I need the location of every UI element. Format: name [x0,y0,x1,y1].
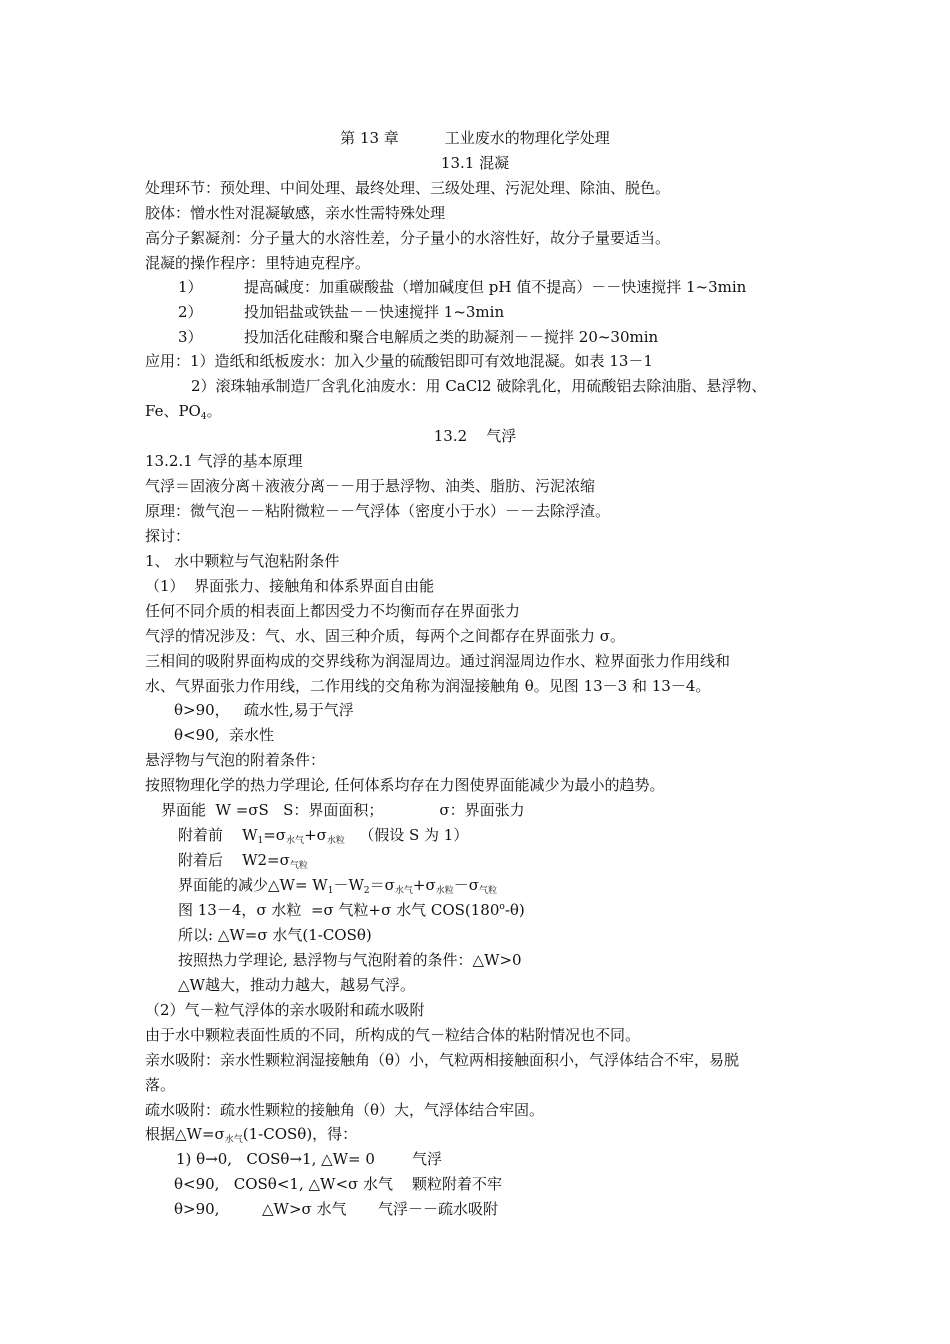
step-text: 提高碱度：加重碳酸盐（增加碱度但 pH 值不提高）－－快速搅拌 1~3min [244,278,747,296]
paragraph: 按照物理化学的热力学理论, 任何体系均存在力图使界面能减少为最小的趋势。 [145,776,665,794]
text: ＝σ [369,876,395,894]
step-number: 3） [178,328,203,346]
condition-line [174,1199,498,1219]
equation-line [145,1124,357,1147]
application-line: 应用：1）造纸和纸板废水：加入少量的硫酸铝即可有效地混凝。如表 13－1 [145,352,653,370]
text: －W [333,876,364,894]
subscript: 水粒 [435,886,454,896]
subscript: 1 [257,836,264,846]
equation-line [178,825,468,848]
step-text: 投加活化硅酸和聚合电解质之类的助凝剂－－搅拌 20~30min [244,328,659,346]
paragraph: 胶体：憎水性对混凝敏感，亲水性需特殊处理 [145,204,446,222]
text: 界面能的减少△W= W [178,876,328,894]
text: θ<90, COSθ<1, △W<σ 水气 [174,1175,394,1193]
subscript: 水气 [394,886,413,896]
paragraph: 1、 水中颗粒与气泡粘附条件 [145,552,340,570]
text: 图 13－4，σ 水粒 =σ 气粒+σ 水气 COS(180 [178,901,500,919]
text: (1-COSθ)，得： [242,1125,358,1143]
condition-line [174,1174,502,1194]
step-item [178,327,658,347]
subscript: 4 [200,412,207,422]
paragraph: 气浮＝固液分离＋液液分离－－用于悬浮物、油类、脂肪、污泥浓缩 [145,477,596,495]
text: σ：界面张力 [439,801,525,819]
paragraph: 处理环节：预处理、中间处理、最终处理、三级处理、污泥处理、除油、脱色。 [145,179,671,197]
paragraph: 探讨： [145,527,191,545]
condition-line [176,1149,442,1169]
equation-line: 按照热力学理论, 悬浮物与气泡附着的条件：△W>0 [178,951,522,969]
subscript: 气粒 [289,861,308,871]
text: 。 [206,402,222,420]
paragraph: （2）气－粒气浮体的亲水吸附和疏水吸附 [145,1001,425,1019]
text: θ>90, [174,1200,220,1218]
paragraph: 亲水吸附：亲水性颗粒润湿接触角（θ）小，气粒两相接触面积小，气浮体结合不牢，易脱 [145,1051,740,1069]
subscript: 气粒 [478,886,497,896]
step-number: 2） [178,303,203,321]
section-heading-13-2: 13.2 气浮 [433,427,517,445]
equation-line [178,875,497,898]
text: Fe、PO [145,402,201,420]
equation-line: 所以: △W=σ 水气(1-COSθ) [178,926,372,944]
paragraph: 气浮的情况涉及：气、水、固三种介质，每两个之间都存在界面张力 σ。 [145,627,626,645]
application-line: 2）滚珠轴承制造厂含乳化油废水：用 CaCl2 破除乳化，用硫酸铝去除油脂、悬浮物、 [191,377,767,395]
paragraph: 三相间的吸附界面构成的交界线称为润湿周边。通过润湿周边作水、粒界面张力作用线和 [145,652,731,670]
text: 1) θ→0, COSθ→1, △W= 0 [176,1150,375,1168]
paragraph: 悬浮物与气泡的附着条件： [145,751,326,769]
paragraph: 由于水中颗粒表面性质的不同，所构成的气－粒结合体的粘附情况也不同。 [145,1026,641,1044]
text: 气浮－－疏水吸附 [378,1200,499,1218]
text: 根据△W=σ [145,1125,225,1143]
paragraph: 任何不同介质的相表面上都因受力不均衡而存在界面张力 [145,602,521,620]
paragraph: 混凝的操作程序：里特迪克程序。 [145,254,371,272]
chapter-name: 工业废水的物理化学处理 [444,129,610,147]
subscript: 2 [363,886,370,896]
degree-superscript: o [499,902,505,912]
text: =σ [263,826,287,844]
text: 气浮 [412,1150,443,1168]
step-text: 投加铝盐或铁盐－－快速搅拌 1~3min [244,303,505,321]
subscript: 水粒 [326,836,345,846]
equation-line [161,800,525,820]
chapter-title [0,128,950,148]
paragraph: 高分子絮凝剂：分子量大的水溶性差，分子量小的水溶性好，故分子量要适当。 [145,229,671,247]
subscript: 1 [327,886,334,896]
paragraph: 疏水吸附：疏水性颗粒的接触角（θ）大，气浮体结合牢固。 [145,1101,545,1119]
equation-line: △W越大，推动力越大，越易气浮。 [178,976,415,994]
text: △W>σ 水气 [262,1200,347,1218]
paragraph: （1） 界面张力、接触角和体系界面自由能 [145,577,435,595]
text: －σ [453,876,479,894]
text: （假设 S 为 1） [344,826,469,844]
paragraph: θ<90, 亲水性 [174,726,274,744]
text: 界面能 W =σS S：界面面积； [161,801,384,819]
subscript: 水气 [224,1135,243,1145]
subscript: 水气 [286,836,305,846]
step-item [178,302,504,322]
equation-line [178,900,525,923]
chapter-number: 第 13 章 [340,129,399,147]
subsection-heading: 13.2.1 气浮的基本原理 [145,452,303,470]
paragraph: 原理：微气泡－－粘附微粒－－气浮体（密度小于水）－－去除浮渣。 [145,502,611,520]
section-heading-13-1: 13.1 混凝 [440,154,510,172]
text: 附着后 W2=σ [178,851,290,869]
text: 颗粒附着不牢 [412,1175,503,1193]
step-item [178,277,746,297]
text: -θ) [504,901,525,919]
step-number: 1） [178,278,203,296]
text: 附着前 W [178,826,258,844]
application-line [145,401,222,424]
equation-line [178,850,308,873]
text: +σ [412,876,436,894]
text: +σ [304,826,327,844]
paragraph: 落。 [145,1076,176,1094]
paragraph: 水、气界面张力作用线，二作用线的交角称为润湿接触角 θ。见图 13－3 和 13－4。 [145,677,711,695]
paragraph: θ>90， 疏水性,易于气浮 [174,701,354,719]
